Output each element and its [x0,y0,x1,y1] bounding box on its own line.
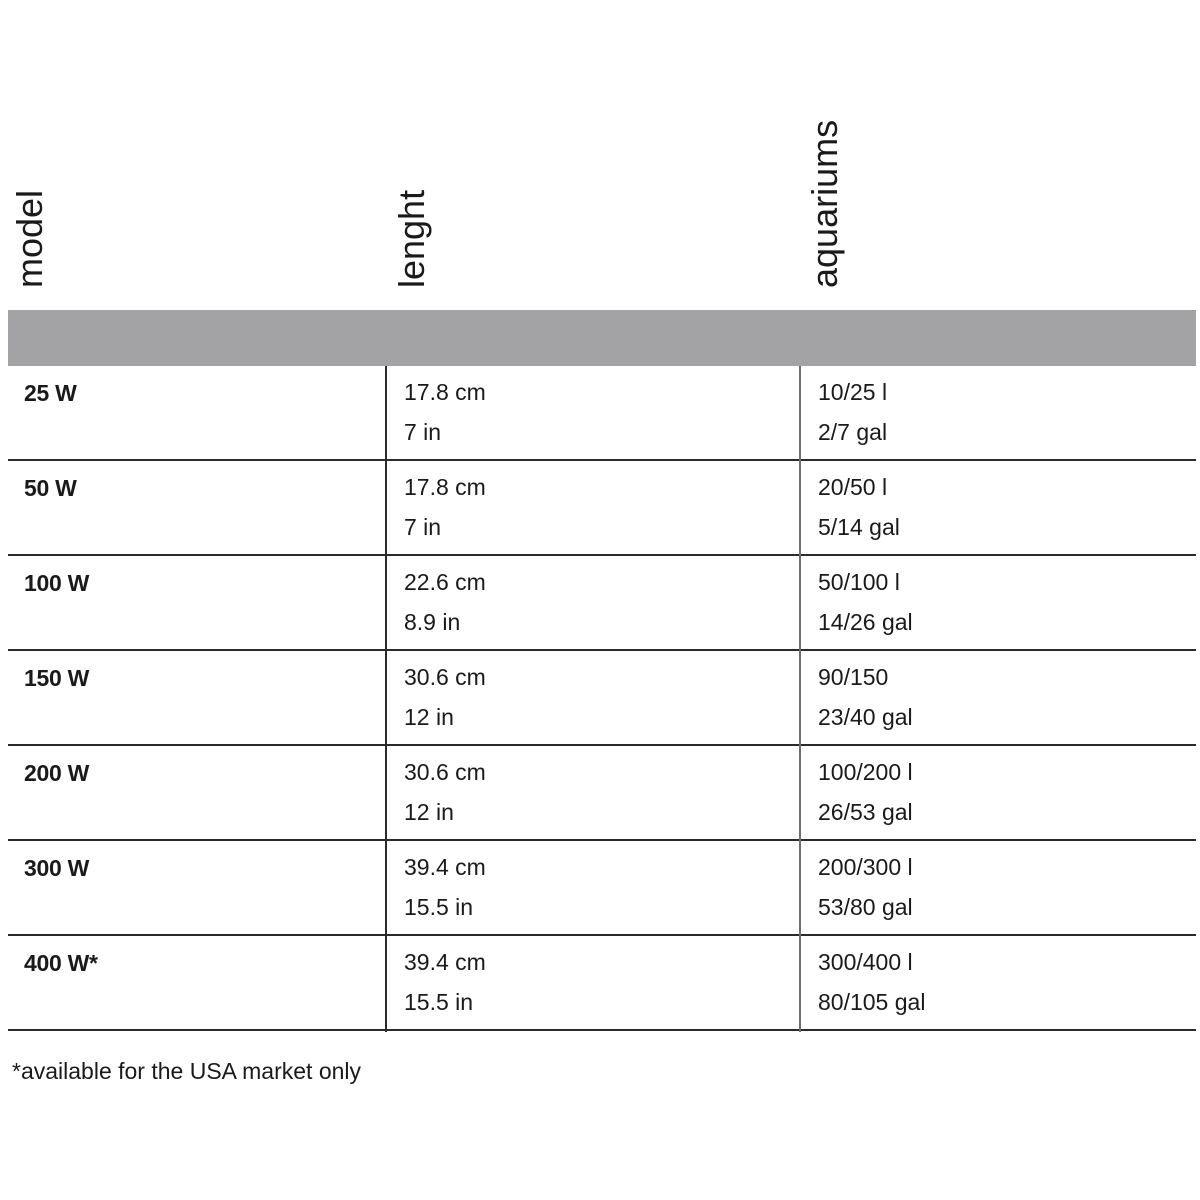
length-cell [404,562,486,642]
aquarium-liters: 200/300 l [818,854,913,880]
aquarium-cell [818,372,887,452]
length-cell [404,847,486,927]
footnote: *available for the USA market only [12,1058,362,1084]
length-cm: 17.8 cm [404,379,486,405]
length-cell [404,942,486,1022]
table-row [8,841,1196,936]
length-cm: 39.4 cm [404,854,486,880]
table-row [8,936,1196,1031]
aquarium-cell [818,942,925,1022]
aquarium-cell [818,752,913,832]
column-divider-aquariums [799,366,801,1032]
column-divider-length [385,366,387,1032]
table-row [8,651,1196,746]
length-in: 15.5 in [404,989,474,1015]
length-in: 12 in [404,799,454,825]
length-in: 15.5 in [404,894,474,920]
column-header-model: model [9,189,50,288]
length-in: 7 in [404,514,442,540]
length-cell [404,657,486,737]
model-cell: 50 W [24,475,77,501]
aquarium-liters: 100/200 l [818,759,913,785]
length-in: 8.9 in [404,609,461,635]
aquarium-liters: 50/100 l [818,569,900,595]
aquarium-cell [818,467,900,547]
length-in: 7 in [404,419,442,445]
model-cell: 400 W* [24,950,98,976]
column-header-length: lenght [391,189,432,288]
length-in: 12 in [404,704,454,730]
model-cell: 300 W [24,855,89,881]
length-cm: 22.6 cm [404,569,486,595]
model-cell: 150 W [24,665,89,691]
length-cell [404,467,486,547]
aquarium-gallons: 14/26 gal [818,609,913,635]
length-cell [404,372,486,452]
aquarium-gallons: 26/53 gal [818,799,913,825]
aquarium-gallons: 23/40 gal [818,704,913,730]
length-cm: 30.6 cm [404,664,486,690]
aquarium-cell [818,847,913,927]
table-row [8,556,1196,651]
model-cell: 100 W [24,570,89,596]
model-cell: 200 W [24,760,89,786]
aquarium-liters: 20/50 l [818,474,888,500]
aquarium-cell [818,562,913,642]
aquarium-cell [818,657,913,737]
length-cm: 30.6 cm [404,759,486,785]
length-cm: 17.8 cm [404,474,486,500]
aquarium-gallons: 2/7 gal [818,419,888,445]
table-row [8,366,1196,461]
aquarium-gallons: 80/105 gal [818,989,926,1015]
column-header-aquariums: aquariums [804,119,845,288]
table-row [8,746,1196,841]
length-cell [404,752,486,832]
aquarium-gallons: 5/14 gal [818,514,900,540]
table-row [8,461,1196,556]
aquarium-liters: 90/150 [818,664,889,690]
length-cm: 39.4 cm [404,949,486,975]
aquarium-liters: 300/400 l [818,949,913,975]
aquarium-liters: 10/25 l [818,379,888,405]
header-band [8,310,1196,366]
aquarium-gallons: 53/80 gal [818,894,913,920]
model-cell: 25 W [24,380,77,406]
spec-table [8,366,1196,1031]
